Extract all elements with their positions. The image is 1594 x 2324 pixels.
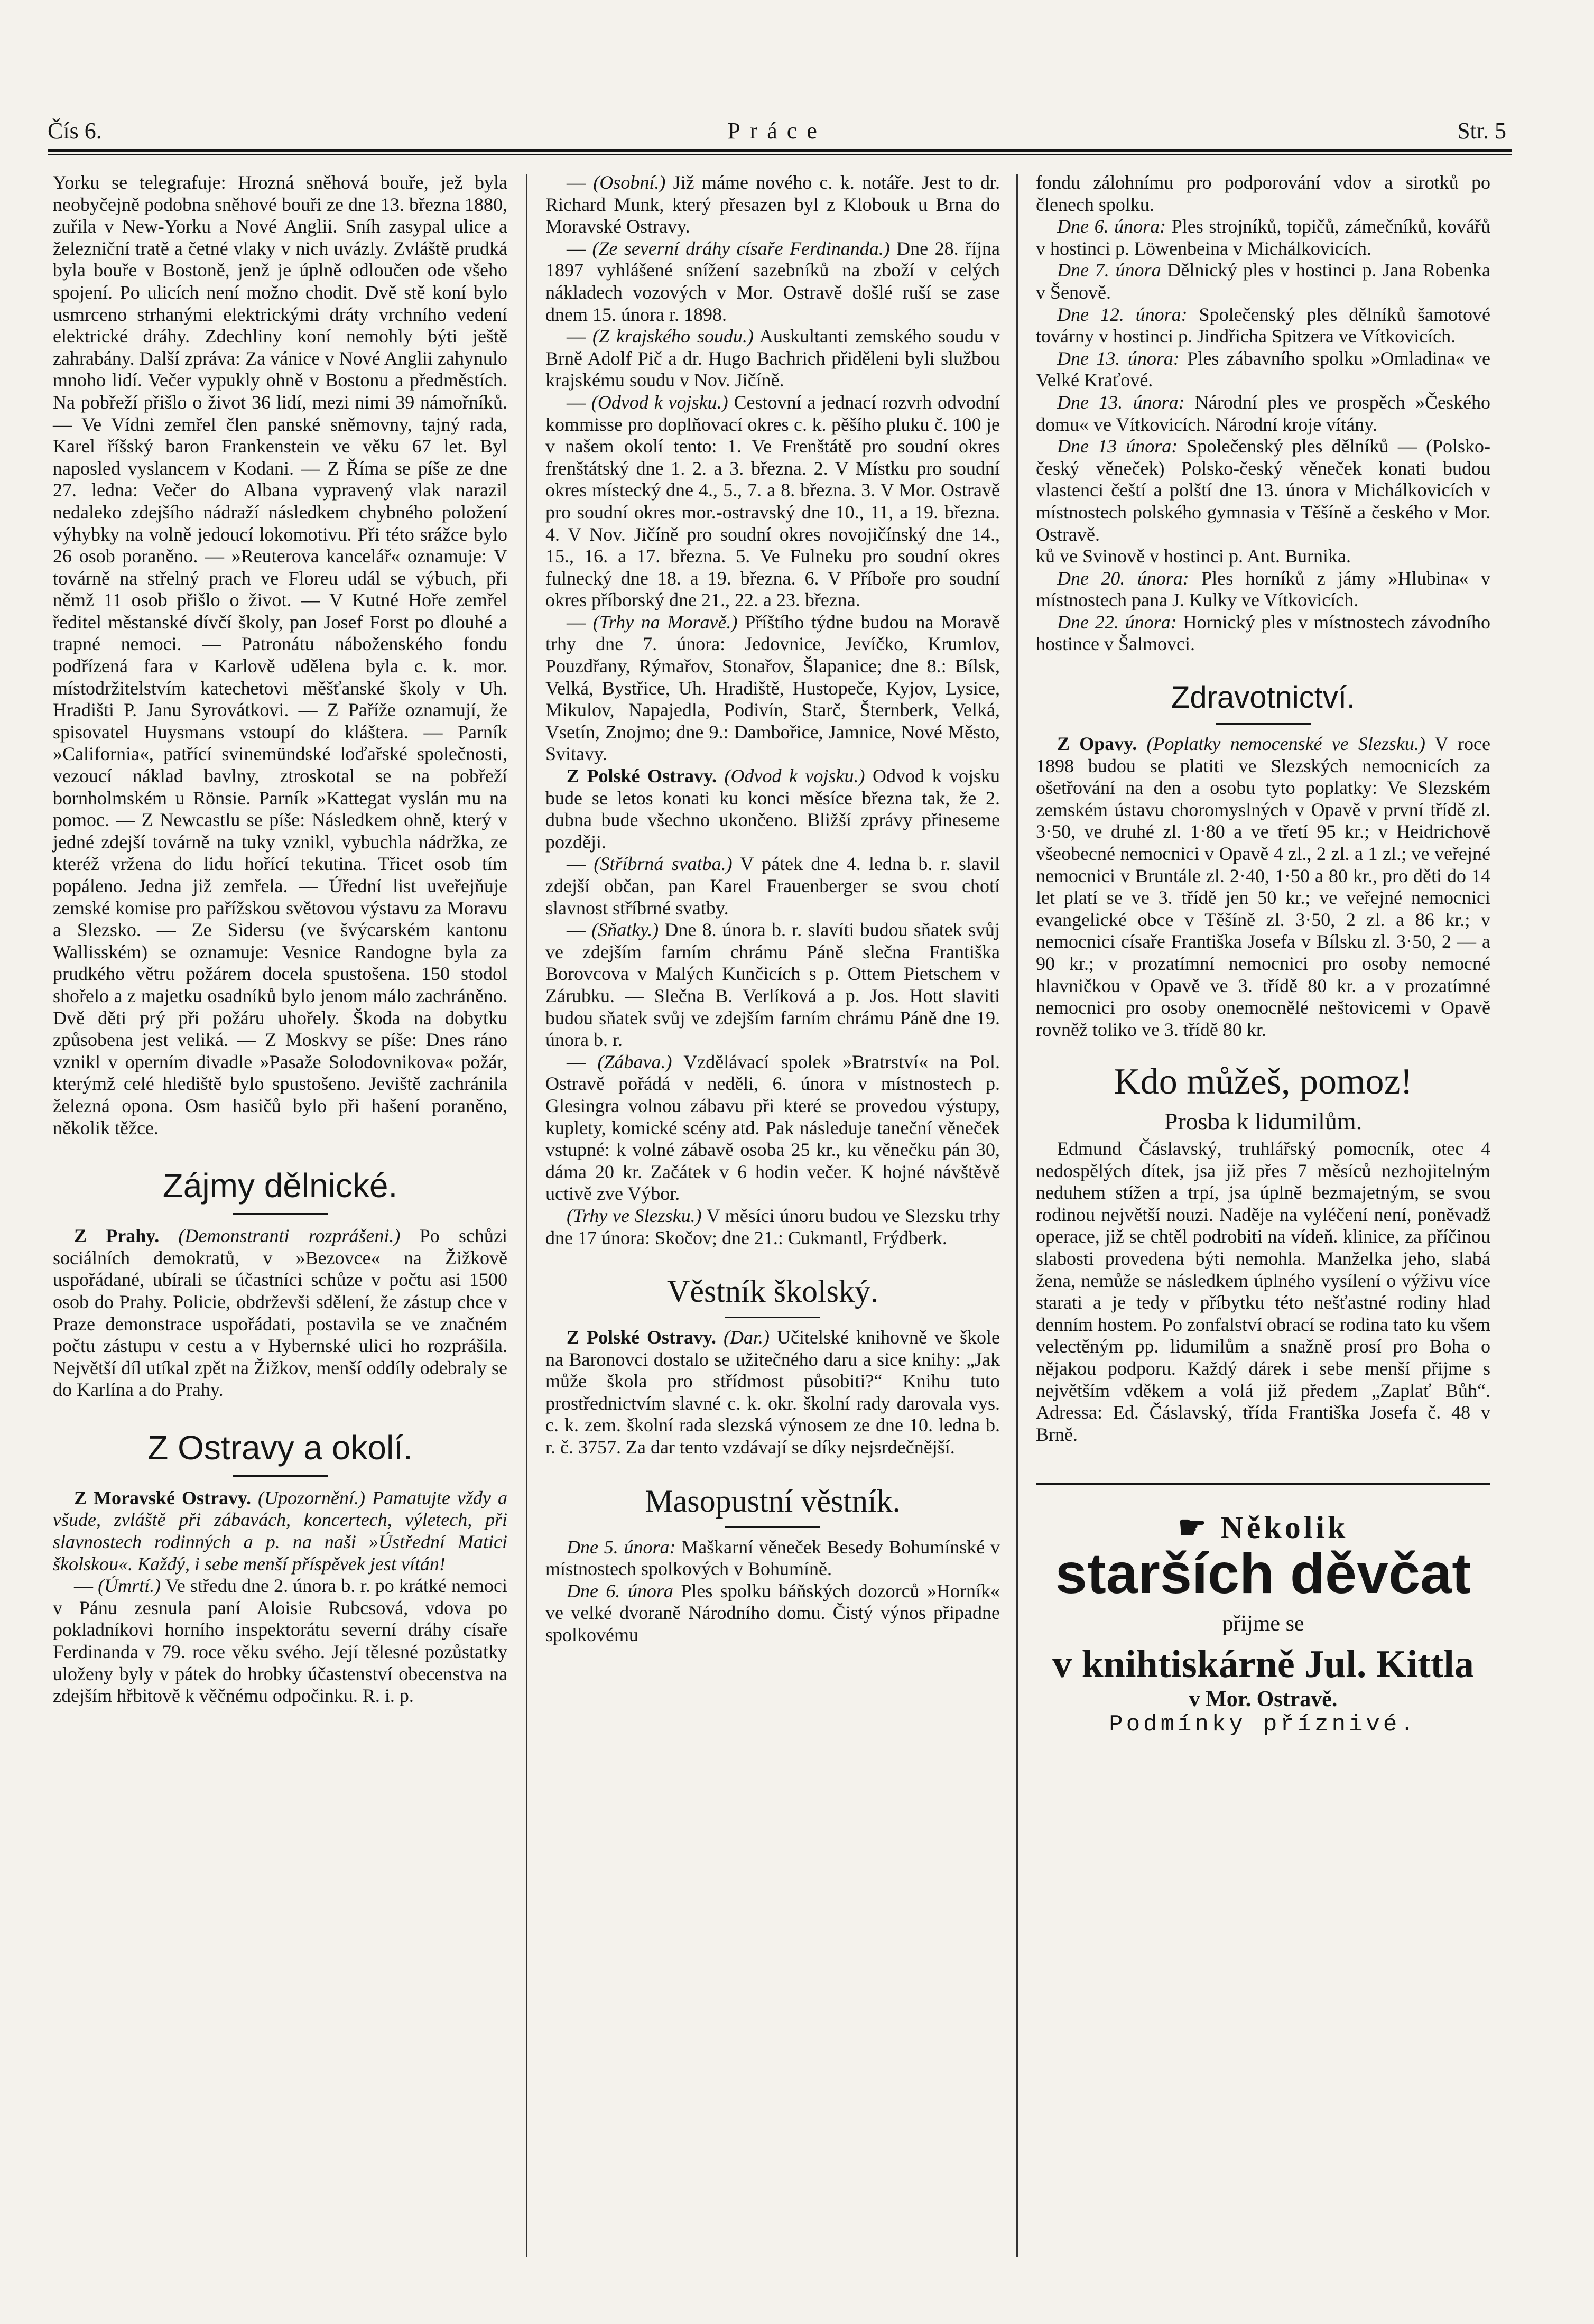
news-paragraph: Yorku se telegrafuje: Hrozná sněhová bouře, jež byla neobyčejně podobna sněhové bouři ze dne 13. března 1880, zuřila v New-Yorku a Nové Anglii. Sníh zasypal ulice a železniční tratě a četné vlaky v nich uvázly. Zvláště prudká byla bouře v Bostoně, jenž je úplně odloučen ode všeho spojení. Po ulicích není možno chodit. Dvě stě koní bylo usmrceno strhanými elektrickými dráty vrchního vedení elektrické dráhy. Zdechliny koní nemohly býti ještě zahrabány. Další zpráva: Za vánice v Nové Anglii zahynulo mnoho lidí. Večer vypukly ohně v Bostonu a předměstích. Na pobřeží přišlo o život 36 lidí, mezi nimi 39 námořníků. — Ve Vídni zemřel člen panské sněmovny, tajný rada, Karel říšský baron Frankenstein ve věku 67 let. Byl naposled vyslancem v Kodani. — Z Říma se píše ze dne 27. ledna: Večer do Albana vypravený vlak narazil nedaleko zdejšího nádraží následkem chybného položení výhybky na volně jedoucí lokomotivu. Při této srážce bylo 26 osob poraněno. — »Reuterova kancelář« oznamuje: V továrně na střelný prach ve Floreu udál se výbuch, při němž 11 osob přišlo o život. — V Kutné Hoře zemřel ředitel městanské dívčí školy, pan Josef Forst po dlouhé a trapné nemoci. — Patronátu náboženského fondu podřízená fara v Karlově udělena byla c. k. mor. místodržitelstvím katechetovi měšťanské školy v Uh. Hradišti P. Janu Syrovátkovi. — Z Paříže oznamují, že spisovatel Huysmans vstoupí do kláštera. — Parník »California«, patřící svinemündské loďařské společnosti, vezoucí náklad bavlny, ztroskotal se na pobřeží bornholmském u Rönsie. Parník »Kattegat vyslán mu na pomoc. — Z Newcastlu se píše: Následkem ohně, který v jedné zdejší továrně na tuky vznikl, vybuchla nádržka, ze kteréž vržena do lidu hořící tekutina. Třicet osob tím popáleno. Jedna již zemřela. — Úřední list uveřejňuje zemské komise pro pařížskou světovou výstavu za Moravu a Slezsko. — Ze Sidersu (ve švýcarském kantonu Wallisském) se oznamuje: Vesnice Randogne byla za prudkého větru požárem docela spustošena. 150 stodol shořelo a z majetku osadníků bylo jenom málo zachráněno. Dvě děti prý při požáru uhořely. Škoda na dobytku způsobena jest veliká. — Z Moskvy se píše: Dnes ráno vznikl v operním divadle »Pasaže Solodovnikova« požár, kterýmž celé hlediště bylo spustošeno. Jeviště zachránila železná opona. Osm hasičů bylo při hašení poraněno, několik těžce. [53,172,507,1138]
item-tag: (Úmrtí.) [98,1575,161,1597]
section-title: Zdravotnictví. [1171,680,1356,715]
newspaper-title: Práce [727,118,827,144]
item-tag: Dne 20. února: [1057,567,1189,589]
news-item [1036,436,1490,545]
section-title: Věstník školský. [666,1274,879,1309]
news-item [545,1536,1000,1580]
news-item [1036,733,1490,1041]
dateline: Z Polské Ostravy. [567,1327,717,1348]
item-tag: (Poplatky nemocenské ve Slezsku.) [1146,733,1425,755]
item-tag: (Osobní.) [593,172,666,193]
section-rule [725,1526,820,1528]
appeal-heading: Kdo můžeš, pomoz! [1114,1061,1413,1103]
appeal-text: Edmund Čáslavský, truhlářský pomocník, otec 4 nedospělých dítek, jsa již přes 7 měsíců nezhojitelným neduhem stížen a trpí, jsa úplně bezmajetným, se svou rodinou největší nouzi. Naděje na vyléčení není, poněvadž operace, již se chtěl podrobiti na vídeň. klinice, za příčinou slabosti provedena býti nemohla. Manželka jeho, slabá žena, nemůže se následkem úplného vysílení o výživu více starati a je tedy v příbytku této nešťastné rodiny hlad denním hostem. Po zonfalství obrací se rodina tato ku všem velectěným pp. lidumilům a snažně prosí pro Boha o nějakou podporu. Každý dárek i sebe menší přijme s největším vděkem a volá již předem „Zaplať Bůh“. Adressa: Ed. Čáslavský, třída Františka Josefa č. 48 v Brně. [1036,1137,1490,1445]
item-text: Odvod k vojsku bude se letos konati ku konci měsíce března tak, že 2. dubna bude všechno ukončeno. Bližší zprávy přineseme později. [545,765,1000,853]
item-tag: Dne 13. února: [1057,391,1185,413]
item-tag: (Zábava.) [597,1051,672,1072]
item-text: V roce 1898 budou se platiti ve Slezských nemocnicích za ošetřování na den a osobu tyto poplatky: Ve Slezském zemském ústavu choromyslných v Opavě v první třídě zl. 3·50, ve druhé zl. 1·80 a ve třetí 95 kr.; v Heidrichově všeobecné nemocnici v Opavě 4 zl., 2 zl. a 1 zl.; ve veřejné nemocnici v Bruntále zl. 2·40, 1·50 a 80 kr., pro děti do 14 let platí se ve 3. třídě jen 50 kr.; ve veřejné nemocnici evangelické obce v Těšíně zl. 3·50, 2 zl. a 86 kr.; v nemocnici císaře Františka Josefa v Bílsku zl. 3·50, 2 — a 90 kr.; v prozatímní nemocnici pro osoby nemocné hlavničkou v Opavě ve 3. třídě 80 kr. a v prozatímné nemocnici pro osoby onemocnělé neštovicemi v Opavě rovněž toliko ve 3. třídě 80 kr. [1036,733,1490,1040]
header-rule-thin [48,154,1512,155]
page-number: Str. 5 [1457,118,1506,144]
section-heading-health [1036,677,1490,725]
column-3 [1036,172,1490,1736]
item-tag: (Odvod k vojsku.) [724,765,865,787]
section-heading-worker-interests [53,1162,507,1215]
section-rule [1216,723,1311,725]
section-title: Z Ostravy a okolí. [147,1428,413,1467]
news-item: — (Sňatky.) Dne 8. února b. r. slavíti budou sňatek svůj ve zdejším farním chrámu Páně slečna Františka Borovcova v Malých Kunčicích s p. Ottem Pietschem v Zárubku. — Slečna B. Verlíková a p. Jos. Hott slaviti budou sňatek svůj ve zdejším farním chrámu Páně dne 19. února b. r. [545,919,1000,1051]
news-item [1036,304,1490,348]
news-item: — (Stříbrná svatba.) V pátek dne 4. ledna b. r. slavil zdejší občan, pan Karel Frauenberger se svou chotí slavnost stříbrné svatby. [545,853,1000,919]
news-item [1036,568,1490,612]
dateline: Z Polské Ostravy. [567,765,717,787]
news-item [53,1225,507,1401]
item-text: Ples horníků z jámy »Hlubina« v místnostech pana J. Kulky ve Vítkovicích. [1036,567,1490,611]
item-tag: (Ze severní dráhy císaře Ferdinanda.) [592,237,890,259]
item-text: V měsíci únoru budou ve Slezsku trhy dne 17 února: Skočov; dne 21.: Cukmantl, Frýdberk. [545,1205,1000,1248]
news-item [1036,348,1490,392]
item-text: Po schůzi sociálních demokratů, v »Bezovce« na Žižkově uspořádané, ubírali se účastníci schůze v počtu asi 1500 osob do Prahy. Policie, obdrževši sdělení, že zástup chce v Praze demonstrace uspořádati, postavila se ve značném počtu zástupu v cestu a v Hybernské ulici ho rozprášila. Největší díl utíkal zpět na Žižkov, menší oddíly odebraly se do Karlína a do Prahy. [53,1225,508,1401]
item-text: Dne 8. února b. r. slavíti budou sňatek svůj ve zdejším farním chrámu Páně slečna Františka Borovcova v Malých Kunčicích s p. Ottem Pietschem v Zárubku. — Slečna B. Verlíková a p. Jos. Hott slaviti budou sňatek svůj ve zdejším farním chrámu Páně dne 19. února b. r. [545,919,1000,1051]
column-1 [53,172,507,1707]
news-item: — (Odvod k vojsku.) Cestovní a jednací rozvrh odvodní kommisse pro doplňovací okres c. k. pěšího pluku č. 100 je v našem okolí tento: 1. Ve Frenštátě pro soudní okres frenštátský dne 1. 2. a 3. března. 2. V Místku pro soudní okres místecký dne 4., 5., 7. a 8. března. 3. V Mor. Ostravě pro soudní okres mor.-ostravský dne 10., 11, a 19. března. 4. V Nov. Jičíně pro soudní okres novojičínský dne 14., 15., 16. a 17. března. 5. Ve Fulneku pro soudní okres fulnecký dne 18. a 19. března. 6. V Příboře pro soudní okres příborský dne 21., 22. a 23. března. [545,391,1000,611]
item-tag: (Z krajského soudu.) [592,326,754,347]
item-tag: Dne 13. února: [1057,347,1180,369]
item-text: Dělnický ples v hostinci p. Jana Robenka v Šenově. [1036,260,1490,303]
section-title: Masopustní věstník. [645,1483,901,1519]
item-text: V pátek dne 4. ledna b. r. slavil zdejší občan, pan Karel Frauenberger se svou chotí slavnost stříbrné svatby. [545,853,1000,919]
section-rule [725,1317,820,1318]
item-text: Dne 28. října 1897 vyhlášené snížení sazebníků na zboží v celých nákladech vozových v Mor. Ostravě došlé ruší se zase dnem 15. února r. 1898. [545,237,1000,325]
item-text: Maškarní věneček Besedy Bohumínské v místnostech spolkových v Bohumíně. [545,1536,1000,1580]
advertisement-rule [1036,1483,1490,1485]
ad-line-text: Několik [1220,1510,1349,1545]
item-text: Cestovní a jednací rozvrh odvodní kommisse pro doplňovací okres c. k. pěšího pluku č. 100 je v našem okolí tento: 1. Ve Frenštátě pro soudní okres frenštátský dne 1. 2. a 3. března. 2. V Místku pro soudní okres místecký dne 4., 5., 7. a 8. března. 3. V Mor. Ostravě pro soudní okres mor.-ostravský dne 10., 11, a 19. března. 4. V Nov. Jičíně pro soudní okres novojičínský dne 14., 15., 16. a 17. března. 5. Ve Fulneku pro soudní okres fulnecký dne 18. a 19. března. 6. V Příboře pro soudní okres příborský dne 21., 22. a 23. března. [545,391,1000,611]
item-text: Příštího týdne budou na Moravě trhy dne 7. února: Jedovnice, Jevíčko, Krumlov, Pouzdřany, Rýmařov, Stonařov, Šlapanice; dne 8.: Bílsk, Velká, Bystřice, Uh. Hradiště, Hustopeče, Kyjov, Lysice, Mikulov, Napajedla, Podivín, Starč, Šternberk, Velká, Vsetín, Znojmo; dne 9.: Dambořice, Jamnice, Nové Město, Svitavy. [545,611,1000,765]
news-item: — (Úmrtí.) Ve středu dne 2. února b. r. po krátké nemoci v Pánu zesnula paní Aloisie Rubcsová, vdova po pokladníkovi horního inspektorátu severní dráhy císaře Ferdinanda v 79. roce věku svého. Její tělesné pozůstatky uloženy byly v pátek do hrobky účastenství obecenstva na zdejším hřbitově k věčnému odpočinku. R. i. p. [53,1575,507,1707]
dateline: Z Moravské Ostravy. [74,1487,251,1508]
header-rule [48,149,1512,152]
section-rule [233,1475,328,1477]
news-item: — (Osobní.) Již máme nového c. k. notáře. Jest to dr. Richard Munk, který přesazen byl z Klobouk u Brna do Moravské Ostravy. [545,172,1000,237]
dateline: Z Opavy. [1057,733,1137,755]
item-text: Pamatujte vždy a všude, zvláště při zábavách, koncertech, výletech, při slavnostech rodinných a p. na naši »Ústřední Matici školskou«. Každý, i sebe menší příspěvek jest vítán! [53,1487,507,1575]
appeal-subheading: Prosba k lidumilům. [1164,1108,1363,1135]
news-item: — (Ze severní dráhy císaře Ferdinanda.) Dne 28. října 1897 vyhlášené snížení sazebníků na zboží v celých nákladech vozových v Mor. Ostravě došlé ruší se zase dnem 15. února r. 1898. [545,237,1000,325]
item-text: Národní ples ve prospěch »Českého domu« ve Vítkovicích. Národní kroje vítány. [1036,391,1490,435]
news-item [53,1487,507,1575]
ad-location: v Mor. Ostravě. [1189,1687,1338,1712]
item-text: Ples strojníků, topičů, zámečníků, kovářů v hostinci p. Löwenbeina v Michálkovicích. [1036,216,1490,259]
item-text: Učitelské knihovně ve škole na Baronovci dostalo se užitečného daru a sice knihy: „Jak může škola pro střídmost působiti?“ Knihu tuto prostřednictvím slavné c. k. okr. školní rady darovala vys. c. k. zem. školní rada slezská výnosem ze dne 10. ledna b. r. č. 3757. Za dar tento vzdávají se díky nejsrdečnější. [545,1327,1000,1458]
ad-conditions: Podmínky příznivé. [1109,1711,1417,1738]
news-item [1036,612,1490,655]
item-tag: (Odvod k vojsku.) [591,391,728,413]
column-divider [526,174,527,2257]
section-heading-ostrava [53,1424,507,1477]
news-item [545,1580,1000,1646]
item-tag: Dne 12. února: [1057,303,1188,325]
item-text: Ples spolku báňských dozorců »Horník« ve velké dvoraně Národního domu. Čistý výnos připadne spolkovému [545,1580,1000,1646]
item-text: Ve středu dne 2. února b. r. po krátké nemoci v Pánu zesnula paní Aloisie Rubcsová, vdova po pokladníkovi horního inspektorátu severní dráhy císaře Ferdinanda v 79. roce věku svého. Její tělesné pozůstatky uloženy byly v pátek do hrobky účastenství obecenstva na zdejším hřbitově k věčnému odpočinku. R. i. p. [53,1575,507,1707]
news-item [1036,260,1490,303]
item-tag: (Dar.) [724,1327,770,1348]
news-item [545,1205,1000,1249]
item-text: Společenský ples dělníků šamotové továrny v hostinci p. Jindřicha Spitzera ve Vítkovicích. [1036,303,1491,347]
item-text: Ples zábavního spolku »Omladina« ve Velké Kraťové. [1036,347,1491,391]
section-heading-carnival [545,1480,1000,1528]
item-tag: (Trhy na Moravě.) [592,611,738,633]
news-item [545,1327,1000,1459]
item-tag: (Demonstranti rozprášeni.) [178,1225,401,1247]
item-tag: (Stříbrná svatba.) [594,853,733,875]
news-item: — (Trhy na Moravě.) Příštího týdne budou na Moravě trhy dne 7. února: Jedovnice, Jevíčko, Krumlov, Pouzdřany, Rýmařov, Stonařov, Šlapanice; dne 8.: Bílsk, Velká, Bystřice, Uh. Hradiště, Hustopeče, Kyjov, Lysice, Mikulov, Napajedla, Podivín, Starč, Šternberk, Velká, Vsetín, Znojmo; dne 9.: Dambořice, Jamnice, Nové Město, Svitavy. [545,611,1000,765]
job-advertisement [1036,1510,1490,1738]
item-text: Hornický ples v místnostech závodního hostince v Šalmovci. [1036,611,1491,655]
item-text: Společenský ples dělníků — (Polsko-český věneček) Polsko-český věneček konati budou vlastenci čeští a polští dne 13. února v Michálkovicích v místnostech polského gymnasia v Těšíně a českého v Mor. Ostravě. [1036,436,1490,545]
item-tag: Dne 6. února [567,1580,673,1601]
item-tag: Dne 13 února: [1057,436,1178,457]
news-item [1036,216,1490,260]
item-tag: Dne 7. února [1057,260,1161,281]
news-item [1036,392,1490,436]
news-item: — (Z krajského soudu.) Auskultanti zemského soudu v Brně Adolf Pič a dr. Hugo Bachrich přiděleni byli službou krajskému soudu v Nov. Jičíně. [545,326,1000,391]
ad-printer-name: v knihtiskárně Jul. Kittla [1052,1643,1474,1687]
page-header [48,117,1506,149]
item-text: Vzdělávací spolek »Bratrství« na Pol. Ostravě pořádá v neděli, 6. února v místnostech p. Glesingra volnou zábavu při které se provedou výstupy, kuplety, komické scény atd. Pak následuje taneční věneček vstupné: k volné zábavě osoba 25 kr., ku věnečku pán 30, dáma 20 kr. Začátek v 6 hodin večer. K hojné návštěvě uctivě zve Výbor. [545,1051,1000,1205]
column-divider [1016,174,1018,2257]
item-text: Již máme nového c. k. notáře. Jest to dr. Richard Munk, který přesazen byl z Klobouk u Brna do Moravské Ostravy. [545,172,1000,237]
dateline: Z Prahy. [74,1225,160,1247]
item-text: Auskultanti zemského soudu v Brně Adolf Pič a dr. Hugo Bachrich přiděleni byli službou krajskému soudu v Nov. Jičíně. [545,326,1000,391]
item-tag: (Sňatky.) [591,919,659,941]
ad-line [1036,1510,1490,1545]
item-tag: Dne 6. února: [1057,216,1166,237]
section-title: Zájmy dělnické. [162,1166,398,1205]
section-heading-school [545,1270,1000,1318]
item-tag: Dne 22. února: [1057,611,1177,633]
news-item: — (Zábava.) Vzdělávací spolek »Bratrství« na Pol. Ostravě pořádá v neděli, 6. února v místnostech p. Glesingra volnou zábavu při které se provedou výstupy, kuplety, komické scény atd. Pak následuje taneční věneček vstupné: k volné zábavě osoba 25 kr., ku věnečku pán 30, dáma 20 kr. Začátek v 6 hodin večer. K hojné návštěvě uctivě zve Výbor. [545,1051,1000,1205]
item-tag: (Upozornění.) [258,1487,365,1508]
ad-headline: starších děvčat [1055,1541,1471,1605]
news-item: fondu zálohnímu pro podporování vdov a sirotků po členech spolku. [1036,172,1490,215]
issue-number: Čís 6. [48,118,102,144]
hand-pointer-icon: ☛ [1178,1510,1210,1545]
news-item [545,765,1000,853]
item-tag: Dne 5. února: [567,1536,676,1558]
ad-line: přijme se [1222,1611,1304,1636]
news-item: ků ve Svinově v hostinci p. Ant. Burnika. [1036,545,1351,567]
section-rule [233,1213,328,1215]
column-2 [545,172,1000,1646]
item-tag: (Trhy ve Slezsku.) [567,1205,702,1226]
